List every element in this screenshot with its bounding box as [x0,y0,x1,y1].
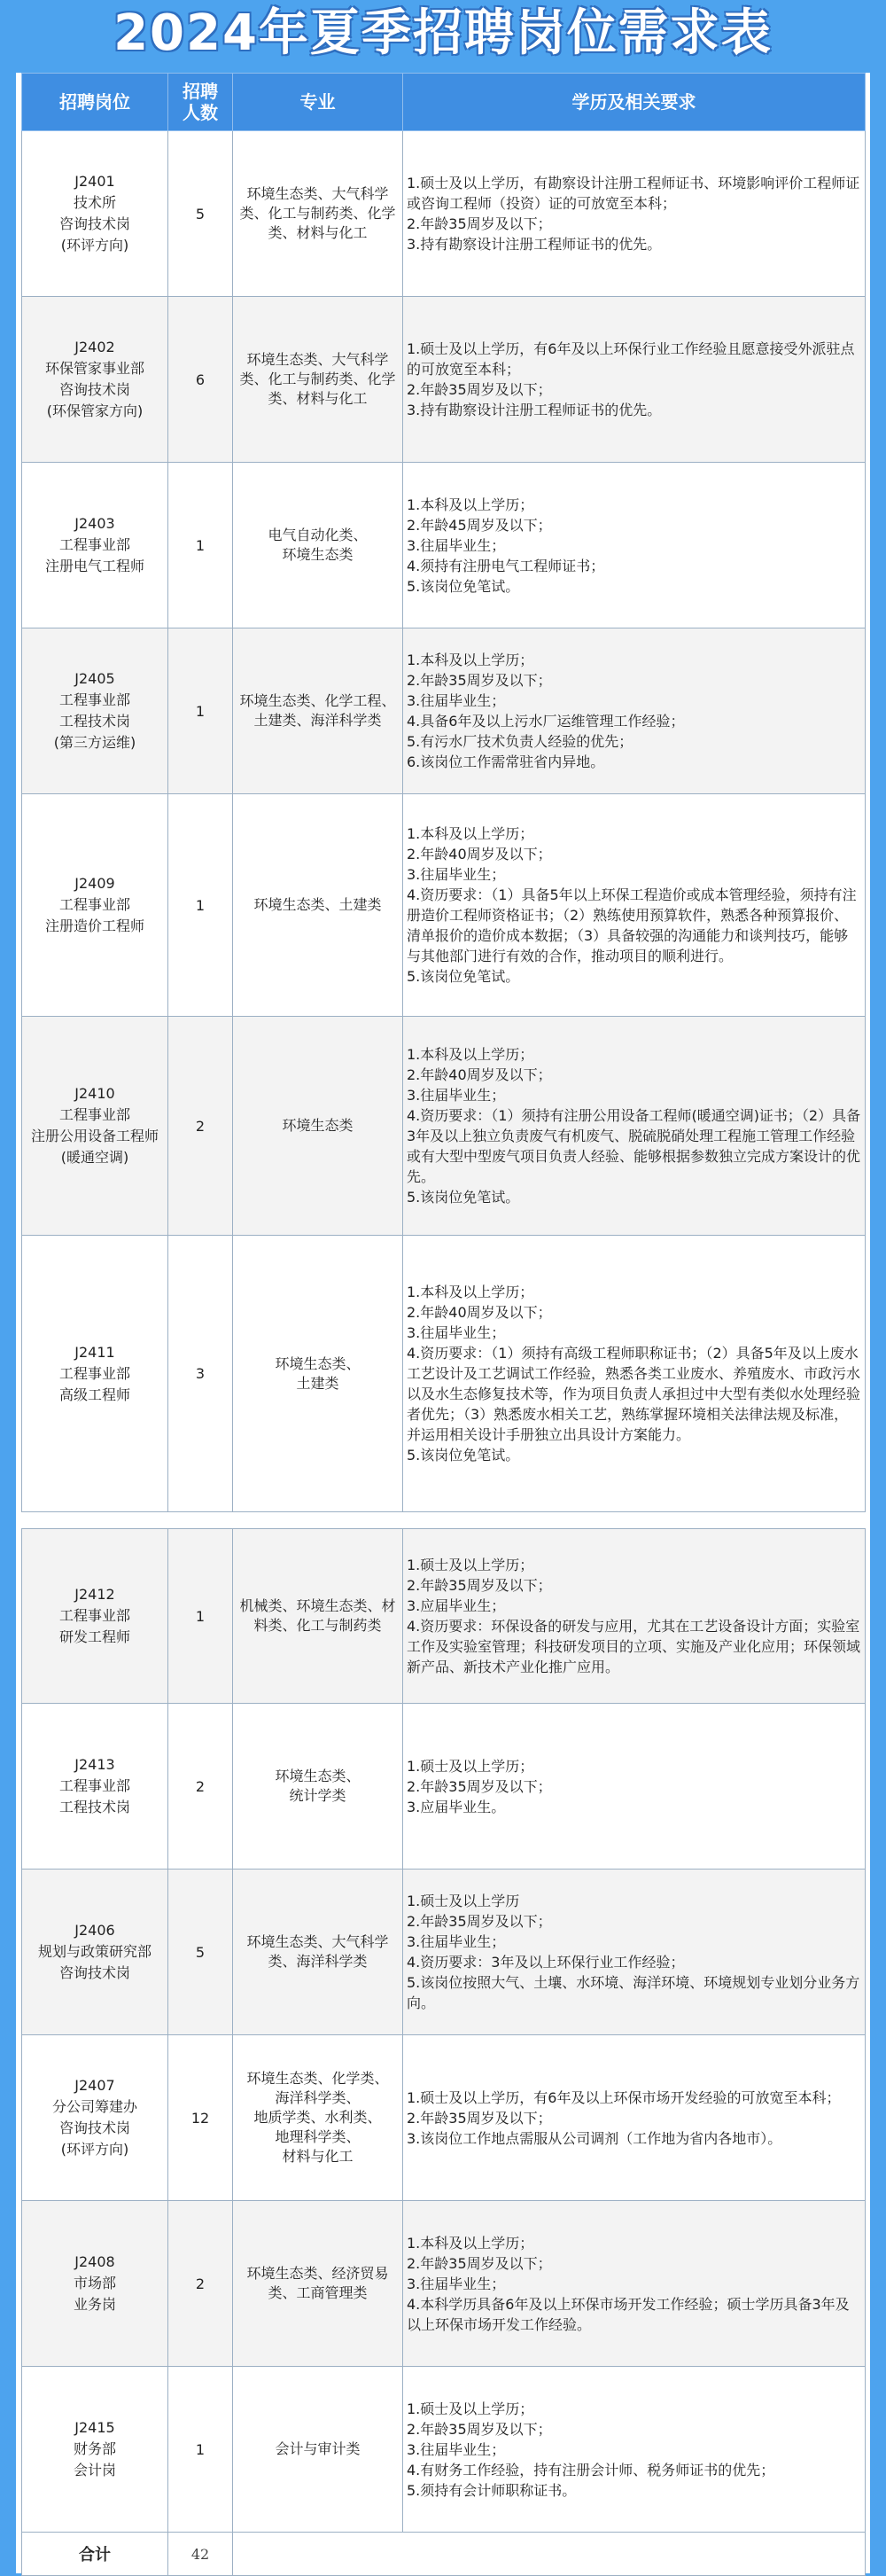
requirements-cell: 1.硕士及以上学历； 2.年龄35周岁及以下； 3.往届毕业生； 4.有财务工作经验，持有注册会计师、税务师证书的优先； 5.须持有会计师职称证书。 [403,2367,866,2533]
table-row [22,2367,866,2533]
count-cell: 1 [168,463,233,628]
count-cell: 5 [168,1870,233,2035]
table-row [22,1529,866,1704]
count-cell: 3 [168,1236,233,1512]
recruitment-table [21,73,866,2576]
requirements-cell: 1.硕士及以上学历； 2.年龄35周岁及以下； 3.应届毕业生。 [403,1704,866,1870]
table-row [22,463,866,628]
total-label: 合计 [22,2533,168,2576]
requirements-cell: 1.本科及以上学历； 2.年龄35周岁及以下； 3.往届毕业生； 4.具备6年及以上污水厂运维管理工作经验； 5.有污水厂技术负责人经验的优先； 6.该岗位工作需常驻省内异地。 [403,628,866,794]
major-cell: 环境生态类、大气科学类、化工与制药类、化学类、材料与化工 [233,297,403,463]
table-row [22,297,866,463]
position-cell: J2402 环保管家事业部 咨询技术岗 (环保管家方向) [22,297,168,463]
position-cell: J2410 工程事业部 注册公用设备工程师(暖通空调) [22,1017,168,1236]
requirements-cell: 1.本科及以上学历； 2.年龄40周岁及以下； 3.往届毕业生； 4.资历要求：（1）须持有注册公用设备工程师(暖通空调)证书；（2）具备3年及以上独立负责废气有机废气、脱硫脱硝处理工程施工管理工作经验或有大型中型废气项目负责人经验、能够根据参数独立完成方案设计的优先。 5.该岗位免笔试。 [403,1017,866,1236]
requirements-cell: 1.硕士及以上学历； 2.年龄35周岁及以下； 3.应届毕业生； 4.资历要求：环保设备的研发与应用，尤其在工艺设备设计方面；实验室工作及实验室管理；科技研发项目的立项、实施及产业化应用；环保领域新产品、新技术产业化推广应用。 [403,1529,866,1704]
position-cell: J2415 财务部 会计岗 [22,2367,168,2533]
count-cell: 2 [168,1704,233,1870]
header-count: 招聘 人数 [168,74,233,131]
requirements-cell: 1.硕士及以上学历，有勘察设计注册工程师证书、环境影响评价工程师证或咨询工程师（投资）证的可放宽至本科； 2.年龄35周岁及以下； 3.持有勘察设计注册工程师证书的优先。 [403,131,866,297]
major-cell: 会计与审计类 [233,2367,403,2533]
table-row [22,2201,866,2367]
count-cell: 12 [168,2035,233,2201]
table-row [22,794,866,1017]
page-title: 2024年夏季招聘岗位需求表 [113,4,773,62]
position-cell: J2411 工程事业部 高级工程师 [22,1236,168,1512]
position-cell: J2406 规划与政策研究部 咨询技术岗 [22,1870,168,2035]
count-cell: 1 [168,2367,233,2533]
major-cell: 环境生态类、 土建类 [233,1236,403,1512]
table-row [22,2035,866,2201]
requirements-cell: 1.本科及以上学历； 2.年龄40周岁及以下； 3.往届毕业生； 4.资历要求：（1）具备5年以上环保工程造价或成本管理经验，须持有注册造价工程师资格证书；（2）熟练使用预算软件，熟悉各种预算报价、清单报价的造价成本数据；（3）具备较强的沟通能力和谈判技巧，能够与其他部门进行有效的合作，推动项目的顺利进行。 5.该岗位免笔试。 [403,794,866,1017]
position-cell: J2405 工程事业部 工程技术岗 (第三方运维) [22,628,168,794]
table-body [22,131,866,2576]
major-cell: 环境生态类、土建类 [233,794,403,1017]
major-cell: 环境生态类、大气科学类、化工与制药类、化学类、材料与化工 [233,131,403,297]
table-row [22,1870,866,2035]
major-cell: 环境生态类、 统计学类 [233,1704,403,1870]
position-cell: J2409 工程事业部 注册造价工程师 [22,794,168,1017]
table-row [22,628,866,794]
requirements-cell: 1.硕士及以上学历，有6年及以上环保行业工作经验且愿意接受外派驻点的可放宽至本科； 2.年龄35周岁及以下； 3.持有勘察设计注册工程师证书的优先。 [403,297,866,463]
major-cell: 环境生态类、化学类、 海洋科学类、 地质学类、水利类、 地理科学类、 材料与化工 [233,2035,403,2201]
position-cell: J2408 市场部 业务岗 [22,2201,168,2367]
count-cell: 1 [168,1529,233,1704]
position-cell: J2403 工程事业部 注册电气工程师 [22,463,168,628]
requirements-cell: 1.本科及以上学历； 2.年龄45周岁及以下； 3.往届毕业生； 4.须持有注册电气工程师证书； 5.该岗位免笔试。 [403,463,866,628]
requirements-cell: 1.本科及以上学历； 2.年龄35周岁及以下； 3.往届毕业生； 4.本科学历具备6年及以上环保市场开发工作经验；硕士学历具备3年及以上环保市场开发工作经验。 [403,2201,866,2367]
count-cell: 6 [168,297,233,463]
table-row [22,1236,866,1512]
requirements-cell: 1.硕士及以上学历 2.年龄35周岁及以下； 3.往届毕业生； 4.资历要求：3年及以上环保行业工作经验； 5.该岗位按照大气、土壤、水环境、海洋环境、环境规划专业划分业务方向。 [403,1870,866,2035]
requirements-cell: 1.本科及以上学历； 2.年龄40周岁及以下； 3.往届毕业生； 4.资历要求：（1）须持有高级工程师职称证书；（2）具备5年及以上废水工艺设计及工艺调试工作经验，熟悉各类工业废水、养殖废水、市政污水以及水生态修复技术等，作为项目负责人承担过中大型有类似水处理经验者优先；（3）熟悉废水相关工艺，熟练掌握环境相关法律法规及标准，并运用相关设计手册独立出具设计方案能力。 5.该岗位免笔试。 [403,1236,866,1512]
table-row [22,1017,866,1236]
header-position: 招聘岗位 [22,74,168,131]
total-empty-cell [233,2533,866,2576]
total-value: 42 [168,2533,233,2576]
count-cell: 2 [168,1017,233,1236]
table-gap-row [22,1512,866,1529]
major-cell: 机械类、环境生态类、材料类、化工与制药类 [233,1529,403,1704]
table-row [22,1704,866,1870]
count-cell: 5 [168,131,233,297]
major-cell: 环境生态类、化学工程、土建类、海洋科学类 [233,628,403,794]
major-cell: 环境生态类、经济贸易类、工商管理类 [233,2201,403,2367]
position-cell: J2413 工程事业部 工程技术岗 [22,1704,168,1870]
major-cell: 电气自动化类、 环境生态类 [233,463,403,628]
position-cell: J2401 技术所 咨询技术岗 (环评方向) [22,131,168,297]
table-row [22,131,866,297]
major-cell: 环境生态类、大气科学类、海洋科学类 [233,1870,403,2035]
count-cell: 1 [168,794,233,1017]
position-cell: J2407 分公司筹建办 咨询技术岗 (环评方向) [22,2035,168,2201]
count-cell: 2 [168,2201,233,2367]
position-cell: J2412 工程事业部 研发工程师 [22,1529,168,1704]
table-header-row [22,74,866,131]
total-row [22,2533,866,2576]
header-major: 专业 [233,74,403,131]
recruitment-table-sheet [16,73,870,2573]
requirements-cell: 1.硕士及以上学历，有6年及以上环保市场开发经验的可放宽至本科； 2.年龄35周岁及以下； 3.该岗位工作地点需服从公司调剂（工作地为省内各地市）。 [403,2035,866,2201]
major-cell: 环境生态类 [233,1017,403,1236]
count-cell: 1 [168,628,233,794]
header-requirements: 学历及相关要求 [403,74,866,131]
gap-cell [22,1512,866,1529]
